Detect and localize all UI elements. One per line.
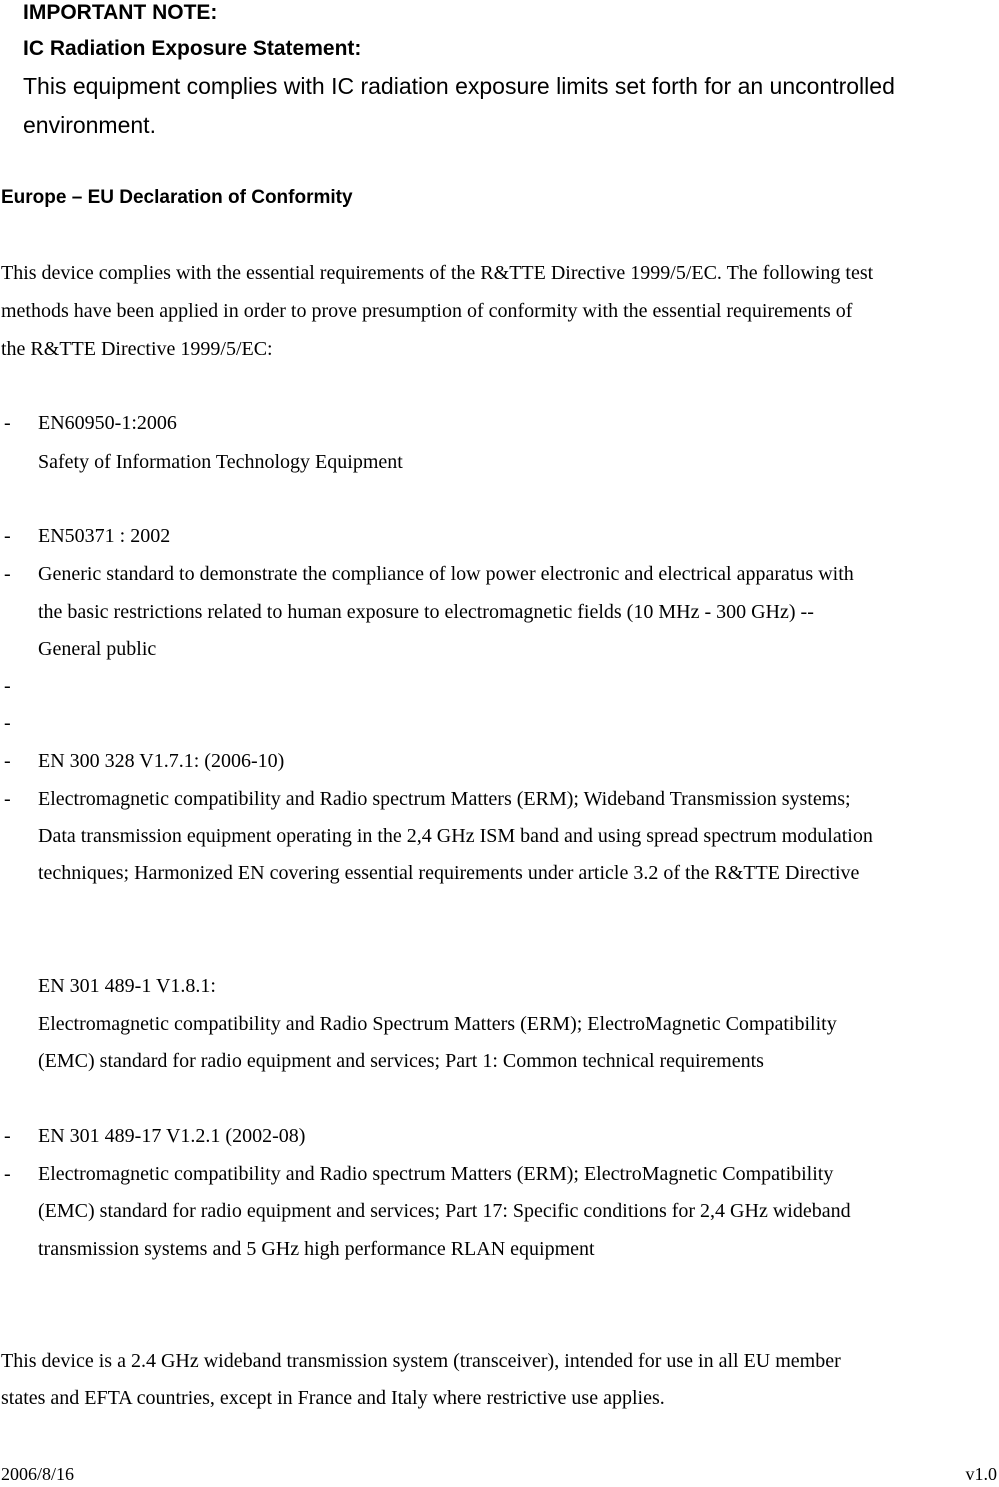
bullet-dash: - [4, 525, 11, 547]
closing-line-2: states and EFTA countries, except in France and Italy where restrictive use applies. [1, 1387, 665, 1409]
standard-description-line-3: General public [38, 638, 157, 660]
standard-description-line-3: techniques; Harmonized EN covering essential requirements under article 3.2 of the R&TTE Directive [38, 862, 860, 884]
standard-description-line-1: Generic standard to demonstrate the compliance of low power electronic and electrical apparatus with [38, 563, 854, 585]
bullet-dash: - [4, 1125, 11, 1147]
bullet-dash: - [4, 750, 11, 772]
standard-description-line-1: Electromagnetic compatibility and Radio Spectrum Matters (ERM); ElectroMagnetic Compatibility [38, 1013, 837, 1035]
standard-description-line-1: Electromagnetic compatibility and Radio spectrum Matters (ERM); ElectroMagnetic Compatibility [38, 1163, 834, 1185]
ic-statement-line-2: environment. [23, 112, 156, 138]
footer-date: 2006/8/16 [1, 1464, 75, 1484]
standard-description-line-2: (EMC) standard for radio equipment and services; Part 17: Specific conditions for 2,4 GHz wideband [38, 1200, 851, 1222]
intro-line-2: methods have been applied in order to prove presumption of conformity with the essential requirements of [1, 300, 853, 322]
closing-line-1: This device is a 2.4 GHz wideband transmission system (transceiver), intended for use in all EU member [1, 1350, 841, 1372]
intro-line-1: This device complies with the essential requirements of the R&TTE Directive 1999/5/EC. The following test [1, 262, 874, 284]
bullet-dash: - [4, 412, 11, 434]
intro-line-3: the R&TTE Directive 1999/5/EC: [1, 338, 273, 360]
ic-statement-title: IC Radiation Exposure Statement: [23, 37, 362, 60]
empty-bullet-dash: - [4, 712, 11, 734]
eu-declaration-heading: Europe – EU Declaration of Conformity [1, 187, 353, 208]
bullet-dash: - [4, 1163, 11, 1185]
bullet-dash: - [4, 563, 11, 585]
standard-description-line-3: transmission systems and 5 GHz high performance RLAN equipment [38, 1238, 595, 1260]
footer-version: v1.0 [965, 1464, 997, 1484]
standard-description-line-2: Data transmission equipment operating in the 2,4 GHz ISM band and using spread spectrum modulation [38, 825, 873, 847]
standard-code: EN60950-1:2006 [38, 412, 177, 434]
standard-code: EN 301 489-17 V1.2.1 (2002-08) [38, 1125, 306, 1147]
standard-code: EN50371 : 2002 [38, 525, 171, 547]
empty-bullet-dash: - [4, 675, 11, 697]
standard-description-line-2: (EMC) standard for radio equipment and services; Part 1: Common technical requirements [38, 1050, 764, 1072]
important-note-heading: IMPORTANT NOTE: [23, 1, 218, 24]
standard-description: Safety of Information Technology Equipment [38, 451, 403, 473]
standard-code: EN 301 489-1 V1.8.1: [38, 975, 216, 997]
ic-statement-line-1: This equipment complies with IC radiation exposure limits set forth for an uncontrolled [23, 73, 895, 99]
standard-description-line-2: the basic restrictions related to human exposure to electromagnetic fields (10 MHz - 300 GHz) -- [38, 601, 814, 623]
standard-code: EN 300 328 V1.7.1: (2006-10) [38, 750, 285, 772]
standard-description-line-1: Electromagnetic compatibility and Radio spectrum Matters (ERM); Wideband Transmission systems; [38, 788, 851, 810]
bullet-dash: - [4, 788, 11, 810]
